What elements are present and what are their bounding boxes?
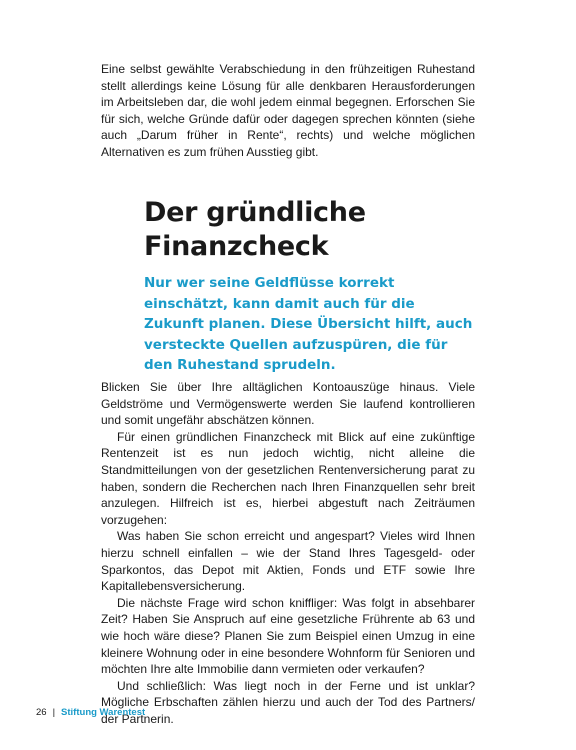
body-paragraph: Für einen gründlichen Finanzcheck mit Blick auf eine zukünftige Rentenzeit ist es nun jedoch wichtig, nicht alleine die Standmitteilungen von der gesetzlichen Rentenversicherung parat zu haben, sondern die Recherchen nach Ihren Finanzquellen sehr breit anzulegen. Hilfreich ist es, hierbei abgestuft nach Zeiträumen vorzugehen: <box>101 429 475 527</box>
body-paragraph: Und schließlich: Was liegt noch in der Ferne und ist unklar? Mögliche Erbschaften zählen hierzu und auch der Tod des Partners/ der Partnerin. <box>101 678 475 726</box>
heading-line-2: Finanzcheck <box>144 231 329 262</box>
intro-paragraph: Eine selbst gewählte Verabschiedung in den frühzeitigen Ruhestand stellt allerdings keine Lösung für alle denkbaren Herausforderungen im Arbeitsleben dar, die wohl jedem einmal begegnen. Erforschen Sie für sich, welche Gründe dafür oder dagegen sprechen könnten (siehe auch „Darum früher in Rente“, rechts) und welche möglichen Alternativen es zum frühen Ausstieg gibt. <box>101 62 475 159</box>
body-text <box>101 379 475 727</box>
body-paragraph: Was haben Sie schon erreicht und angespart? Vieles wird Ihnen hierzu schnell einfallen – wie der Stand Ihres Tagesgeld- oder Sparkontos, das Depot mit Aktien, Fonds und ETF sowie Ihre Kapitallebensversicherung. <box>101 529 475 594</box>
section-heading <box>144 196 474 264</box>
lead-text: Nur wer seine Geldflüsse korrekt einschätzt, kann damit auch für die Zukunft planen. Diese Übersicht hilft, auch versteckte Quellen aufzuspüren, die für den Ruhestand sprudeln. <box>144 275 473 373</box>
footer-brand: Stiftung Warentest <box>61 707 146 718</box>
heading-line-1: Der gründliche <box>144 197 366 228</box>
footer-separator: | <box>52 707 56 718</box>
page-footer <box>36 707 145 719</box>
page-number: 26 <box>36 707 47 718</box>
body-paragraph: Die nächste Frage wird schon kniffliger: Was folgt in absehbarer Zeit? Haben Sie Anspruch auf eine gesetzliche Frührente ab 63 und wie hoch wäre diese? Planen Sie zum Beispiel einen Umzug in eine kleinere Wohnung oder in eine besondere Wohnform für Senioren und möchten Ihre alte Immobilie dann vermieten oder verkaufen? <box>101 595 475 677</box>
body-paragraph: Blicken Sie über Ihre alltäglichen Kontoauszüge hinaus. Viele Geldströme und Vermögenswerte werden Sie laufend kontrollieren und somit ungefähr abschätzen können. <box>101 380 475 428</box>
